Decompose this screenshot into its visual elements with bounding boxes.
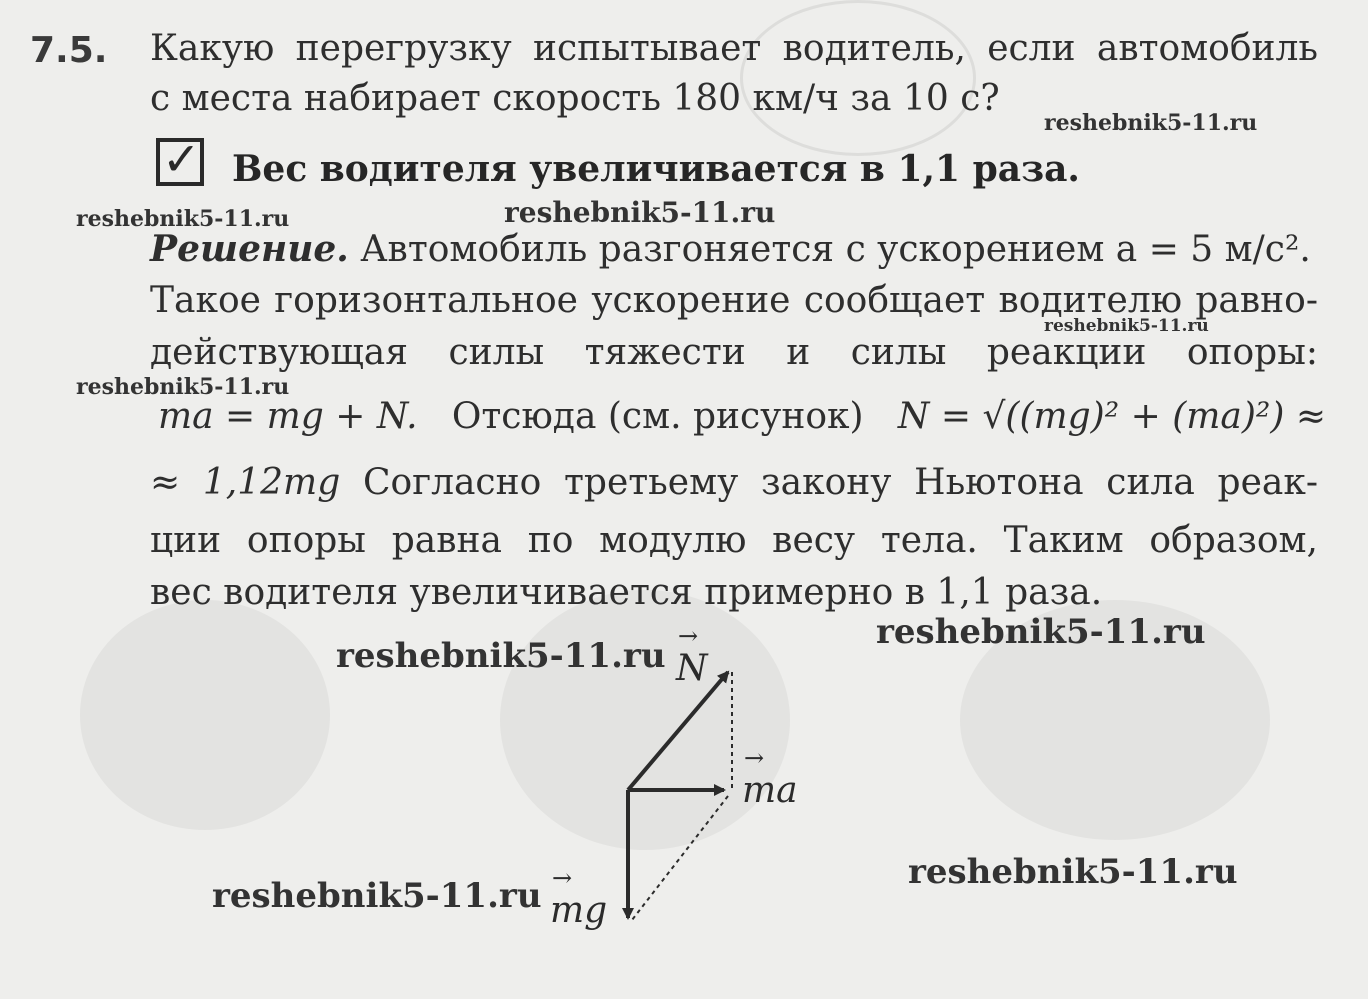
dashed-line-diagonal (632, 796, 728, 920)
problem-text-line-2: с места набирает скорость 180 км/ч за 10 с? (150, 78, 1000, 119)
solution-line-1-text: Автомобиль разгоняется с ускорением a = 5 м/с². (360, 229, 1311, 270)
formula-mid: Отсюда (см. рисунок) (451, 396, 864, 437)
solution-line-3: действующая силы тяжести и силы реакции опоры: (150, 332, 1318, 373)
watermark: reshebnik5-11.ru (76, 374, 290, 400)
answer-text: Вес водителя увеличивается в 1,1 раза. (232, 148, 1080, 190)
problem-text-line-1: Какую перегрузку испытывает водитель, если автомобиль (150, 28, 1318, 69)
watermark: reshebnik5-11.ru (336, 636, 666, 676)
solution-label: Решение. (150, 228, 349, 270)
watermark: reshebnik5-11.ru (876, 612, 1206, 652)
problem-number: 7.5. (30, 30, 108, 71)
watermark: reshebnik5-11.ru (1044, 316, 1209, 336)
label-ma: → ma (742, 770, 798, 811)
watermark: reshebnik5-11.ru (1044, 110, 1258, 136)
solution-line-2: Такое горизонтальное ускорение сообщает водителю равно- (150, 280, 1318, 321)
label-N: → N (676, 648, 708, 689)
solution-line-6: ции опоры равна по модулю весу тела. Таким образом, (150, 520, 1318, 561)
approx-value: ≈ 1,12mg (150, 462, 341, 503)
watermark: reshebnik5-11.ru (908, 852, 1238, 892)
solution-line-7: вес водителя увеличивается примерно в 1,1 раза. (150, 572, 1103, 613)
vector-N (628, 672, 728, 790)
watermark: reshebnik5-11.ru (504, 196, 776, 229)
watermark: reshebnik5-11.ru (212, 876, 542, 916)
formula-right: N = √((mg)² + (ma)²) ≈ (897, 396, 1326, 437)
watermark: reshebnik5-11.ru (76, 206, 290, 232)
formula-left: ma = mg + N. (158, 396, 418, 437)
checkbox-icon: ✓ (156, 138, 204, 186)
solution-line-5-text: Согласно третьему закону Ньютона сила реак- (363, 462, 1318, 503)
label-mg: → mg (550, 890, 607, 931)
